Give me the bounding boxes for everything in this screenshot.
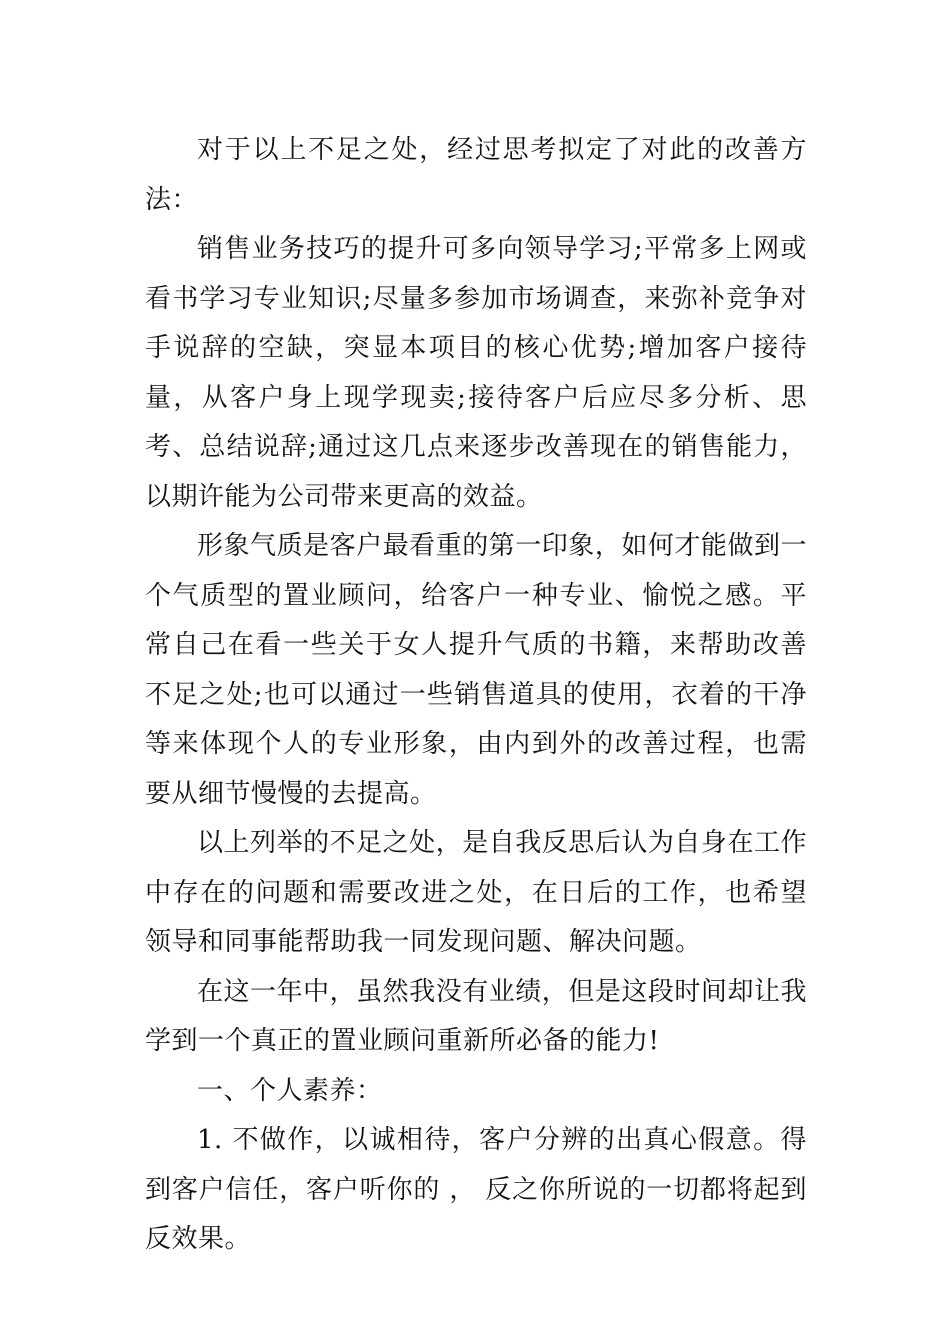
paragraph-improvement-intro: 对于以上不足之处，经过思考拟定了对此的改善方法： <box>145 135 807 215</box>
paragraph-shortcomings-summary: 以上列举的不足之处，是自我反思后认为自身在工作中存在的问题和需要改进之处，在日后的工作，也希望领导和同事能帮助我一同发现问题、解决问题。 <box>145 828 807 957</box>
paragraph-year-reflection: 在这一年中，虽然我没有业绩，但是这段时间却让我学到一个真正的置业顾问重新所必备的能力! <box>145 976 807 1056</box>
section-heading-personal-quality: 一、个人素养： <box>197 1075 383 1106</box>
document-body <box>145 126 807 1265</box>
paragraph-sales-skills: 销售业务技巧的提升可多向领导学习;平常多上网或看书学习专业知识;尽量多参加市场调查，来弥补竞争对手说辞的空缺，突显本项目的核心优势;增加客户接待量，从客户身上现学现卖;接待客户后应尽多分析、思考、总结说辞;通过这几点来逐步改善现在的销售能力，以期许能为公司带来更高的效益。 <box>145 234 807 512</box>
list-item-sincerity: 1. 不做作，以诚相待，客户分辨的出真心假意。得到客户信任，客户听你的 ， 反之你所说的一切都将起到反效果。 <box>145 1125 807 1254</box>
paragraph-image-temperament: 形象气质是客户最看重的第一印象，如何才能做到一个气质型的置业顾问，给客户一种专业、愉悦之感。平常自己在看一些关于女人提升气质的书籍，来帮助改善不足之处;也可以通过一些销售道具的使用，衣着的干净等来体现个人的专业形象，由内到外的改善过程，也需要从细节慢慢的去提高。 <box>145 531 807 809</box>
